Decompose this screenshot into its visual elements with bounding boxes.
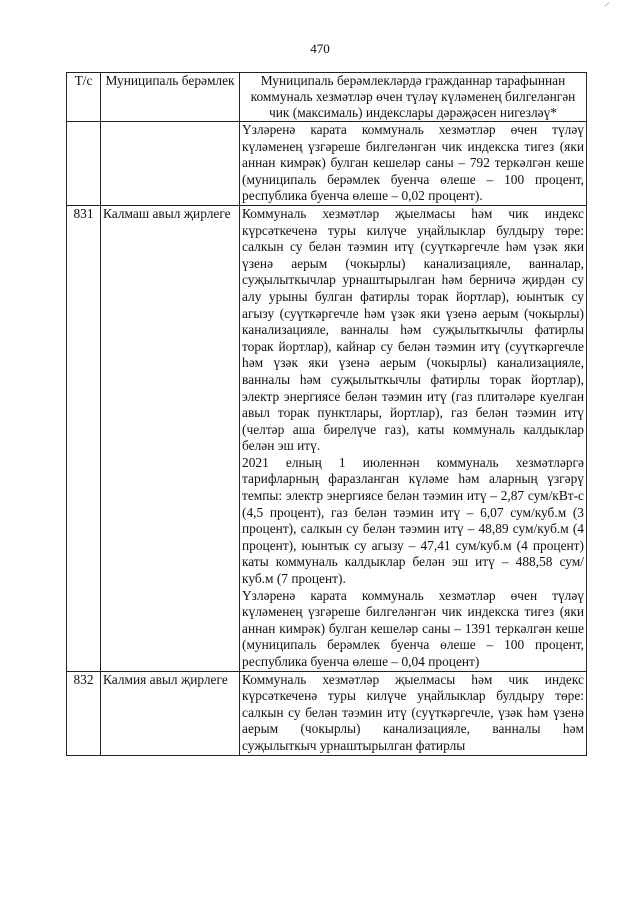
justification-cell (240, 671, 587, 755)
paragraph: Коммуналь хезмәтләр җыелмасы һәм чик индекс күрсәткеченә туры килүче уңайлыклар булдыру төре: салкын су белән тәэмин итү (суүткәргечле һәм үзәк яки үзенә аерым (чокырлы) канализацияле, ванналар, суҗылыткычлар урнаштырылган һәм берничә җирдән су алу урыны булган фатирлы торак йортлар), юынтык су агызу (суүткәргечле һәм үзәк яки үзенә аерым (чокырлы) канализацияле, ванналы һәм суҗылыткычлы фатирлы торак йортлар), кайнар су белән тәэмин итү (суүткәргечле һәм үзәк яки үзенә аерым (чокырлы) канализацияле, ванналы һәм суҗылыткычлы фатирлы торак йортлар), электр энергиясе белән тәэмин итү (газ плитәләре куелган авыл торак пунктлары, йортлар), газ белән тәэмин итү (челтәр аша бирелүче газ), каты коммуналь калдыклар белән эш итү. (242, 205, 584, 454)
continuation-name-cell (101, 122, 240, 206)
paragraph: Үзләренә карата коммуналь хезмәтләр өчен түләү күләменең үзгәреше билгеләнгән чик индекска тигез (яки аннан кимрәк) булган кешеләр саны – 792 теркәлгән кеше (муниципаль берәмлек буенча өлеше – 100 процент, республика буенча өлеше – 0,02 процент). (242, 122, 584, 204)
municipal-tariff-table (66, 72, 587, 756)
table-row-continuation (67, 122, 587, 206)
continuation-number-cell (67, 122, 101, 206)
row-number: 831 (67, 205, 101, 671)
table-row (67, 205, 587, 671)
municipality-name: Калмаш авыл җирлеге (101, 205, 240, 671)
scan-mark (604, 2, 609, 7)
paragraph: 2021 елның 1 июленнән коммуналь хезмәтләргә тарифларның фаразланган күләме һәм аларның үзгәрү темпы: электр энергиясе белән тәэмин итү – 2,87 сум/кВт-с (4,5 процент), газ белән тәэмин итү – 6,07 сум/куб.м (3 процент), салкын су белән тәэмин итү – 48,89 сум/куб.м (4 процент), юынтык су агызу – 47,41 сум/куб.м (4 процент) каты коммуналь калдыклар белән эш итү – 488,58 сум/куб.м (7 процент). (242, 454, 584, 587)
justification-cell (240, 205, 587, 671)
table-row (67, 671, 587, 755)
page-number: 470 (310, 41, 330, 56)
header-justification: Муниципаль берәмлекләрдә гражданнар тарафыннан коммуналь хезмәтләр өчен түләү күләменең билгеләнгән чик (максималь) индекслары дәрәҗәсен нигезләү* (240, 73, 587, 122)
header-number: Т/с (67, 73, 101, 122)
municipality-name: Калмия авыл җирлеге (101, 671, 240, 755)
continuation-text-cell (240, 122, 587, 206)
row-number: 832 (67, 671, 101, 755)
paragraph: Үзләренә карата коммуналь хезмәтләр өчен түләү күләменең үзгәреше билгеләнгән чик индекска тигез (яки аннан кимрәк) булган кешеләр саны – 1391 теркәлгән кеше (муниципаль берәмлек буенча өлеше – 100 процент, республика буенча өлеше – 0,04 процент) (242, 587, 584, 669)
header-municipality: Муниципаль берәмлек (101, 73, 240, 122)
paragraph: Коммуналь хезмәтләр җыелмасы һәм чик индекс күрсәткеченә туры килүче уңайлыклар булдыру төре: салкын су белән тәэмин итү (суүткәргечле, үзәк һәм үзенә аерым (чокырлы) канализацияле, ванналы һәм суҗылыткыч урнаштырылган фатирлы (242, 671, 584, 753)
table-header-row (67, 73, 587, 122)
